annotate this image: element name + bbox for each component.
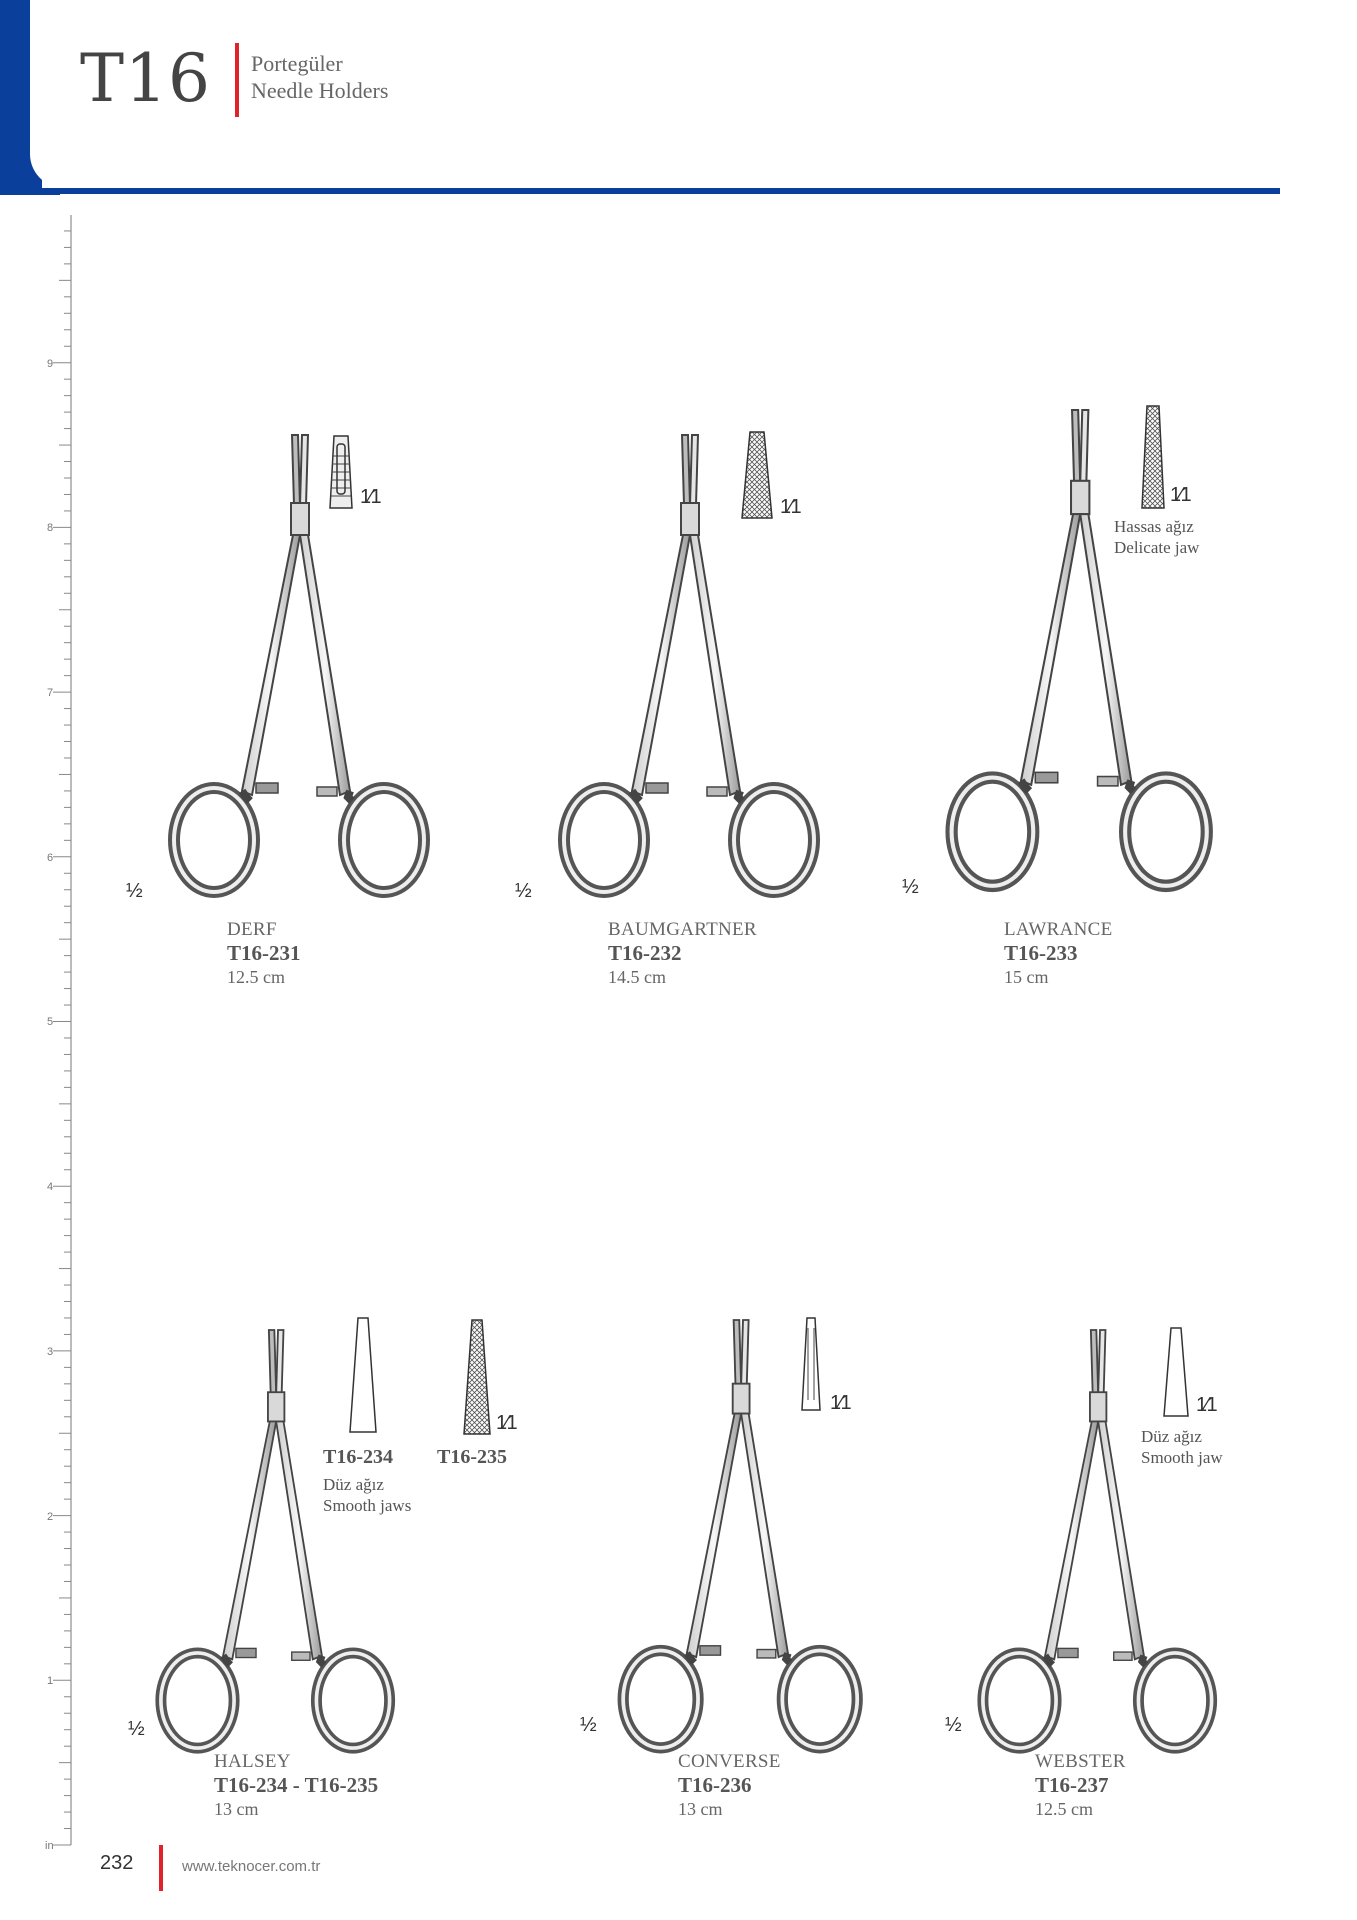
item-halsey [214,1750,378,1820]
item-name: DERF [227,919,277,940]
halsey-jaw-scale: 1⁄1 [496,1412,516,1434]
ruler-label-7: 7 [47,687,54,699]
ruler-label-in: in [45,1840,54,1852]
item-code: T16-236 [678,1773,752,1797]
halsey-jaw-a-code: T16-234 [323,1446,393,1468]
footer-website-link[interactable]: www.teknocer.com.tr [182,1858,321,1875]
baumgartner-scale: ½ [515,880,530,902]
baumgartner-jaw-scale: 1⁄1 [780,496,800,518]
item-size: 15 cm [1004,967,1049,987]
halsey-serrated-jaw-detail [462,1320,492,1434]
item-code: T16-237 [1035,1773,1109,1797]
header-rule [30,188,1280,194]
lawrance-jaw-scale: 1⁄1 [1170,484,1190,506]
item-code: T16-232 [608,941,682,965]
item-size: 13 cm [214,1799,259,1819]
note-en: Smooth jaws [323,1496,412,1515]
section-title [251,50,388,104]
note-en: Smooth jaw [1141,1448,1223,1467]
footer-divider [159,1845,163,1891]
ruler-label-3: 3 [47,1346,54,1358]
converse-needle-holder-drawing [608,1320,878,1760]
page-number: 232 [100,1852,134,1874]
note-en: Delicate jaw [1114,538,1200,557]
ruler-label-5: 5 [47,1016,54,1028]
header-divider [235,43,239,117]
webster-jaw-note [1141,1426,1223,1468]
ruler-label-1: 1 [47,1675,54,1687]
item-size: 12.5 cm [227,967,285,987]
item-size: 13 cm [678,1799,723,1819]
webster-scale: ½ [945,1714,960,1736]
item-size: 12.5 cm [1035,1799,1093,1819]
ruler-label-4: 4 [47,1181,54,1193]
item-name: BAUMGARTNER [608,919,757,940]
derf-scale: ½ [126,880,141,902]
webster-needle-holder-drawing [970,1330,1230,1760]
lawrance-jaw-note [1114,516,1199,558]
item-lawrance [1004,918,1113,988]
converse-jaw-detail [800,1318,822,1410]
webster-jaw-detail [1162,1328,1190,1416]
item-size: 14.5 cm [608,967,666,987]
item-code: T16-233 [1004,941,1078,965]
item-derf [227,918,301,988]
webster-jaw-scale: 1⁄1 [1196,1394,1216,1416]
halsey-scale: ½ [128,1718,143,1740]
note-tr: Düz ağız [323,1475,384,1494]
ruler-label-6: 6 [47,852,54,864]
converse-jaw-scale: 1⁄1 [830,1392,850,1414]
header-background [30,0,1357,188]
ruler-label-9: 9 [47,358,54,370]
note-tr: Hassas ağız [1114,517,1194,536]
derf-jaw-detail [328,436,354,508]
ruler-label-2: 2 [47,1511,54,1523]
item-name: LAWRANCE [1004,919,1113,940]
derf-needle-holder-drawing [145,435,435,905]
item-baumgartner [608,918,757,988]
ruler-ticks [45,215,75,1845]
converse-scale: ½ [580,1714,595,1736]
item-name: CONVERSE [678,1751,781,1772]
halsey-jaw-b-code: T16-235 [437,1446,507,1468]
item-code: T16-231 [227,941,301,965]
lawrance-scale: ½ [902,876,917,898]
section-title-tr: Portegüler [251,51,343,76]
baumgartner-jaw-detail [742,432,774,518]
item-name: WEBSTER [1035,1751,1126,1772]
inch-ruler [45,215,75,1852]
ruler-label-8: 8 [47,522,54,534]
lawrance-jaw-detail [1140,406,1166,508]
item-code: T16-234 - T16-235 [214,1773,379,1797]
item-webster [1035,1750,1126,1820]
item-converse [678,1750,781,1820]
halsey-jaw-note [323,1474,411,1516]
section-code: T16 [80,40,212,117]
derf-jaw-scale: 1⁄1 [360,486,380,508]
section-title-en: Needle Holders [251,78,389,103]
note-tr: Düz ağız [1141,1427,1202,1446]
halsey-smooth-jaw-detail [348,1318,378,1432]
item-name: HALSEY [214,1751,291,1772]
